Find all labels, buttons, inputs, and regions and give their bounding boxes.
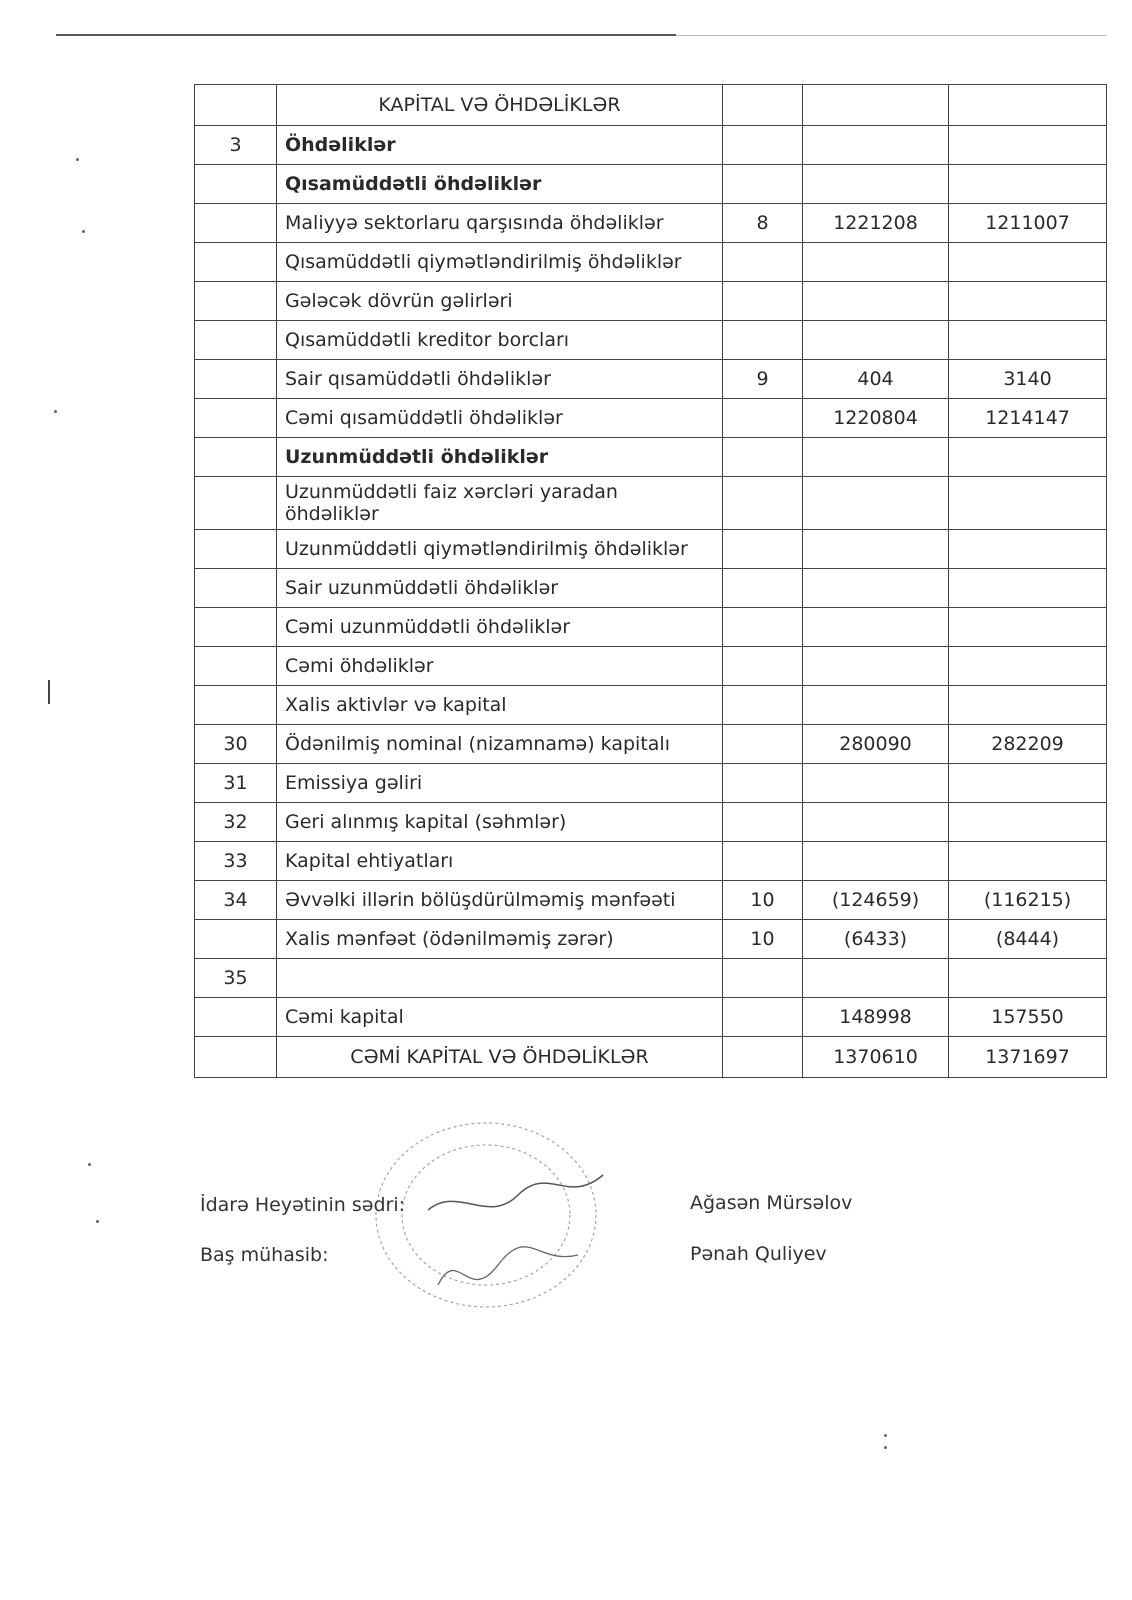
- table-row: [195, 998, 1107, 1037]
- signature-scribble-2: [438, 1247, 578, 1285]
- row-code: [195, 530, 277, 569]
- row-value-current: [803, 165, 949, 204]
- row-value-previous: [949, 803, 1107, 842]
- row-value-current: [803, 126, 949, 165]
- row-value-previous: (116215): [949, 881, 1107, 920]
- row-label: Gələcək dövrün gəlirləri: [277, 282, 723, 321]
- row-value-current: [803, 803, 949, 842]
- row-value-current: [803, 477, 949, 530]
- row-code: 35: [195, 959, 277, 998]
- row-code: [195, 165, 277, 204]
- total-row: [195, 1037, 1107, 1078]
- row-note: [723, 477, 803, 530]
- row-code: [195, 998, 277, 1037]
- table-row: [195, 321, 1107, 360]
- row-code: [195, 647, 277, 686]
- header-note-cell: [723, 85, 803, 126]
- row-code: [195, 321, 277, 360]
- row-label: Ödənilmiş nominal (nizamnamə) kapitalı: [277, 725, 723, 764]
- accountant-name: Pənah Quliyev: [690, 1243, 827, 1265]
- row-label: Sair qısamüddətli öhdəliklər: [277, 360, 723, 399]
- row-code: [195, 399, 277, 438]
- row-value-previous: 1211007: [949, 204, 1107, 243]
- row-note: [723, 399, 803, 438]
- row-code: 33: [195, 842, 277, 881]
- row-code: 32: [195, 803, 277, 842]
- row-value-previous: 157550: [949, 998, 1107, 1037]
- margin-dot: [96, 1220, 99, 1223]
- margin-dot: [82, 230, 85, 233]
- row-value-previous: [949, 842, 1107, 881]
- table-row: [195, 477, 1107, 530]
- row-value-previous: [949, 530, 1107, 569]
- row-label: Cəmi kapital: [277, 998, 723, 1037]
- row-label: Xalis aktivlər və kapital: [277, 686, 723, 725]
- row-code: [195, 204, 277, 243]
- row-value-current: 1221208: [803, 204, 949, 243]
- row-note: [723, 569, 803, 608]
- row-value-previous: [949, 959, 1107, 998]
- row-label: Uzunmüddətli qiymətləndirilmiş öhdəliklər: [277, 530, 723, 569]
- row-value-current: [803, 647, 949, 686]
- row-note: [723, 608, 803, 647]
- margin-dot: [88, 1163, 91, 1166]
- row-code: [195, 438, 277, 477]
- row-value-current: [803, 608, 949, 647]
- row-value-previous: [949, 165, 1107, 204]
- table-header-title: KAPİTAL VƏ ÖHDƏLİKLƏR: [277, 85, 723, 126]
- chairman-label: İdarə Heyətinin sədri:: [200, 1194, 406, 1216]
- margin-dot: [884, 1434, 887, 1437]
- table-row: [195, 282, 1107, 321]
- row-note: [723, 438, 803, 477]
- row-value-previous: [949, 126, 1107, 165]
- row-label: [277, 959, 723, 998]
- row-label: Maliyyə sektorlaru qarşısında öhdəliklər: [277, 204, 723, 243]
- row-code: [195, 243, 277, 282]
- row-value-previous: [949, 686, 1107, 725]
- row-value-current: [803, 282, 949, 321]
- table-row: [195, 569, 1107, 608]
- row-value-current: [803, 321, 949, 360]
- row-value-previous: 282209: [949, 725, 1107, 764]
- row-label: Cəmi öhdəliklər: [277, 647, 723, 686]
- row-label: Emissiya gəliri: [277, 764, 723, 803]
- header-code-cell: [195, 85, 277, 126]
- row-value-current: 280090: [803, 725, 949, 764]
- table-header-row: [195, 85, 1107, 126]
- row-note: [723, 803, 803, 842]
- row-value-current: [803, 959, 949, 998]
- row-note: 10: [723, 881, 803, 920]
- table-row: [195, 803, 1107, 842]
- row-label: Qısamüddətli öhdəliklər: [277, 165, 723, 204]
- row-note: [723, 165, 803, 204]
- row-value-previous: [949, 243, 1107, 282]
- row-label: Sair uzunmüddətli öhdəliklər: [277, 569, 723, 608]
- table-row: [195, 842, 1107, 881]
- row-value-previous: [949, 764, 1107, 803]
- margin-dot: [54, 410, 57, 413]
- row-value-previous: [949, 477, 1107, 530]
- row-label: Öhdəliklər: [277, 126, 723, 165]
- row-label: Cəmi qısamüddətli öhdəliklər: [277, 399, 723, 438]
- row-value-current: [803, 686, 949, 725]
- row-value-current: [803, 569, 949, 608]
- row-label: Uzunmüddətli öhdəliklər: [277, 438, 723, 477]
- row-label: Qısamüddətli kreditor borcları: [277, 321, 723, 360]
- row-value-current: [803, 530, 949, 569]
- row-note: [723, 725, 803, 764]
- table-row: [195, 438, 1107, 477]
- table-row: [195, 881, 1107, 920]
- row-value-current: 404: [803, 360, 949, 399]
- row-code: [195, 282, 277, 321]
- row-note: [723, 842, 803, 881]
- row-value-current: [803, 243, 949, 282]
- total-value-current: 1370610: [803, 1037, 949, 1078]
- row-value-current: [803, 764, 949, 803]
- row-label: Uzunmüddətli faiz xərcləri yaradan öhdəliklər: [277, 477, 723, 530]
- row-label: Geri alınmış kapital (səhmlər): [277, 803, 723, 842]
- row-code: [195, 360, 277, 399]
- row-note: 10: [723, 920, 803, 959]
- total-label: CƏMİ KAPİTAL VƏ ÖHDƏLİKLƏR: [277, 1037, 723, 1078]
- row-code: [195, 608, 277, 647]
- row-note: 8: [723, 204, 803, 243]
- row-value-current: [803, 438, 949, 477]
- row-value-previous: [949, 569, 1107, 608]
- chairman-name: Ağasən Mürsəlov: [690, 1192, 853, 1214]
- total-code-cell: [195, 1037, 277, 1078]
- row-note: [723, 126, 803, 165]
- row-note: [723, 764, 803, 803]
- row-label: Kapital ehtiyatları: [277, 842, 723, 881]
- table-row: [195, 530, 1107, 569]
- row-code: [195, 477, 277, 530]
- row-note: [723, 998, 803, 1037]
- row-value-previous: [949, 647, 1107, 686]
- row-value-previous: 1214147: [949, 399, 1107, 438]
- row-note: [723, 282, 803, 321]
- row-note: [723, 243, 803, 282]
- row-value-current: 148998: [803, 998, 949, 1037]
- row-value-previous: [949, 438, 1107, 477]
- row-note: [723, 959, 803, 998]
- row-label: Xalis mənfəət (ödənilməmiş zərər): [277, 920, 723, 959]
- header-v2-cell: [949, 85, 1107, 126]
- signature-scribble: [428, 1175, 603, 1210]
- row-code: 31: [195, 764, 277, 803]
- margin-mark: [48, 680, 50, 704]
- row-note: [723, 647, 803, 686]
- row-code: 3: [195, 126, 277, 165]
- liabilities-capital-table: [194, 84, 1107, 1078]
- row-value-previous: [949, 282, 1107, 321]
- top-rule: [56, 34, 676, 36]
- table-row: [195, 686, 1107, 725]
- row-code: [195, 686, 277, 725]
- row-label: Əvvəlki illərin bölüşdürülməmiş mənfəəti: [277, 881, 723, 920]
- table-row: [195, 126, 1107, 165]
- table-row: [195, 608, 1107, 647]
- table-row: [195, 204, 1107, 243]
- total-value-previous: 1371697: [949, 1037, 1107, 1078]
- row-note: 9: [723, 360, 803, 399]
- row-value-current: 1220804: [803, 399, 949, 438]
- table-row: [195, 647, 1107, 686]
- row-note: [723, 321, 803, 360]
- row-value-current: [803, 842, 949, 881]
- row-code: 30: [195, 725, 277, 764]
- top-rule-faint: [676, 35, 1106, 36]
- row-value-current: (6433): [803, 920, 949, 959]
- table-row: [195, 399, 1107, 438]
- accountant-label: Baş mühasib:: [200, 1244, 329, 1266]
- row-code: [195, 920, 277, 959]
- table-row: [195, 920, 1107, 959]
- margin-dot: [884, 1446, 887, 1449]
- table-row: [195, 243, 1107, 282]
- row-label: Qısamüddətli qiymətləndirilmiş öhdəliklər: [277, 243, 723, 282]
- row-value-previous: 3140: [949, 360, 1107, 399]
- row-value-previous: [949, 608, 1107, 647]
- row-value-current: (124659): [803, 881, 949, 920]
- header-v1-cell: [803, 85, 949, 126]
- table-row: [195, 959, 1107, 998]
- row-code: [195, 569, 277, 608]
- table-row: [195, 360, 1107, 399]
- table-row: [195, 725, 1107, 764]
- row-value-previous: (8444): [949, 920, 1107, 959]
- row-note: [723, 686, 803, 725]
- row-label: Cəmi uzunmüddətli öhdəliklər: [277, 608, 723, 647]
- row-note: [723, 530, 803, 569]
- row-code: 34: [195, 881, 277, 920]
- margin-dot: [76, 158, 79, 161]
- row-value-previous: [949, 321, 1107, 360]
- total-note-cell: [723, 1037, 803, 1078]
- table-row: [195, 764, 1107, 803]
- table-row: [195, 165, 1107, 204]
